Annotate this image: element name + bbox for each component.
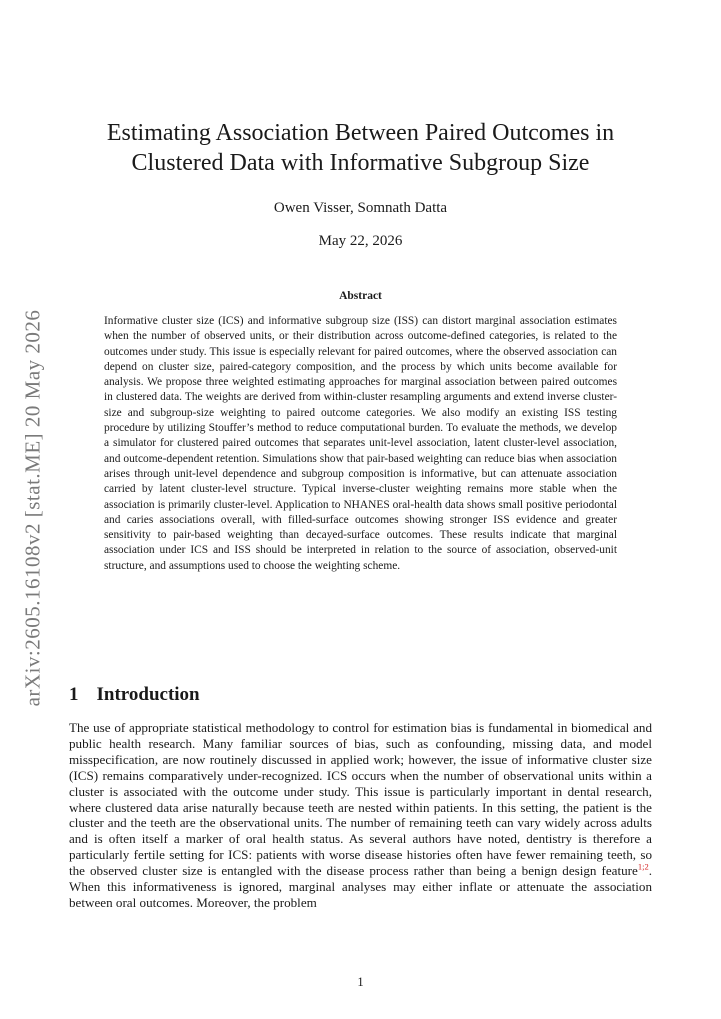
abstract-body: Informative cluster size (ICS) and informative subgroup size (ISS) can distort marginal association estimates when the number of observed units, or their distribution across outcome-defined categories, is related to the outcomes under study. This issue is especially relevant for paired outcomes, where the observed association can depend on cluster size, paired-category composition, and the process by which units become available for analysis. We propose three weighted estimating approaches for marginal association between paired outcomes in clustered data. The weights are derived from within-cluster resampling arguments and extend inverse cluster-size and subgroup-size weighting to paired outcome categories. We also modify an existing ISS testing procedure by utilizing Stouffer’s method to reduce computational burden. To evaluate the methods, we develop a simulator for clustered paired outcomes that separates unit-level association, latent cluster-level association, and outcome-dependent retention. Simulations show that pair-based weighting can reduce bias when association arises through unit-level dependence and subgroup composition is informative, but can attenuate association carried by latent cluster-level structure. Typical inverse-cluster weighting remains more stable when the association is primarily cluster-level. Application to NHANES oral-health data shows small positive periodontal and caries associations overall, with filled-surface outcomes showing stronger ISS evidence and greater sensitivity to pair-based weighting than decayed-surface outcomes. These results indicate that marginal association under ICS and ISS should be interpreted in relation to the source of association, observed-unit structure, and assumptions used to choose the weighting scheme. [104, 315, 617, 572]
title-line-1: Estimating Association Between Paired Outcomes in [106, 120, 615, 146]
section-heading-introduction [69, 684, 200, 706]
page-number: 1 [357, 975, 364, 989]
citation-link[interactable]: 1;2 [637, 861, 649, 872]
arxiv-identifier-stamp[interactable]: arXiv:2605.16108v2 [stat.ME] 20 May 2026 [20, 309, 45, 707]
publication-date: May 22, 2026 [318, 233, 403, 249]
section-number: 1 [69, 684, 79, 705]
introduction-paragraph [69, 720, 652, 911]
intro-text-part-1: The use of appropriate statistical methodology to control for estimation bias is fundamental in biomedical and public health research. Many familiar sources of bias, such as confounding, missing data, and model misspecification, are now routinely discussed in applied work; however, the issue of informative cluster size (ICS) remains comparatively under-recognized. ICS occurs when the number of observational units within a cluster is associated with the outcome under study. This issue is particularly important in dental research, where clustered data arise naturally because teeth are nested within patients. In this setting, the patient is the cluster and the teeth are the observational units. The number of remaining teeth can vary widely across adults and is often itself a marker of oral health status. As several authors have noted, dentistry is therefore a particularly fertile setting for ICS: patients with worse disease histories often have fewer remaining teeth, so the observed cluster size is entangled with the disease process rather than being a benign design feature [69, 720, 652, 879]
section-title: Introduction [96, 684, 200, 705]
intro-text-part-2: . When this informativeness is ignored, marginal analyses may either inflate or attenuate the association between oral outcomes. Moreover, the problem [69, 863, 652, 910]
title-line-2: Clustered Data with Informative Subgroup Size [131, 150, 590, 176]
abstract-heading: Abstract [339, 290, 382, 302]
paper-title [60, 118, 661, 178]
author-list: Owen Visser, Somnath Datta [273, 200, 448, 216]
